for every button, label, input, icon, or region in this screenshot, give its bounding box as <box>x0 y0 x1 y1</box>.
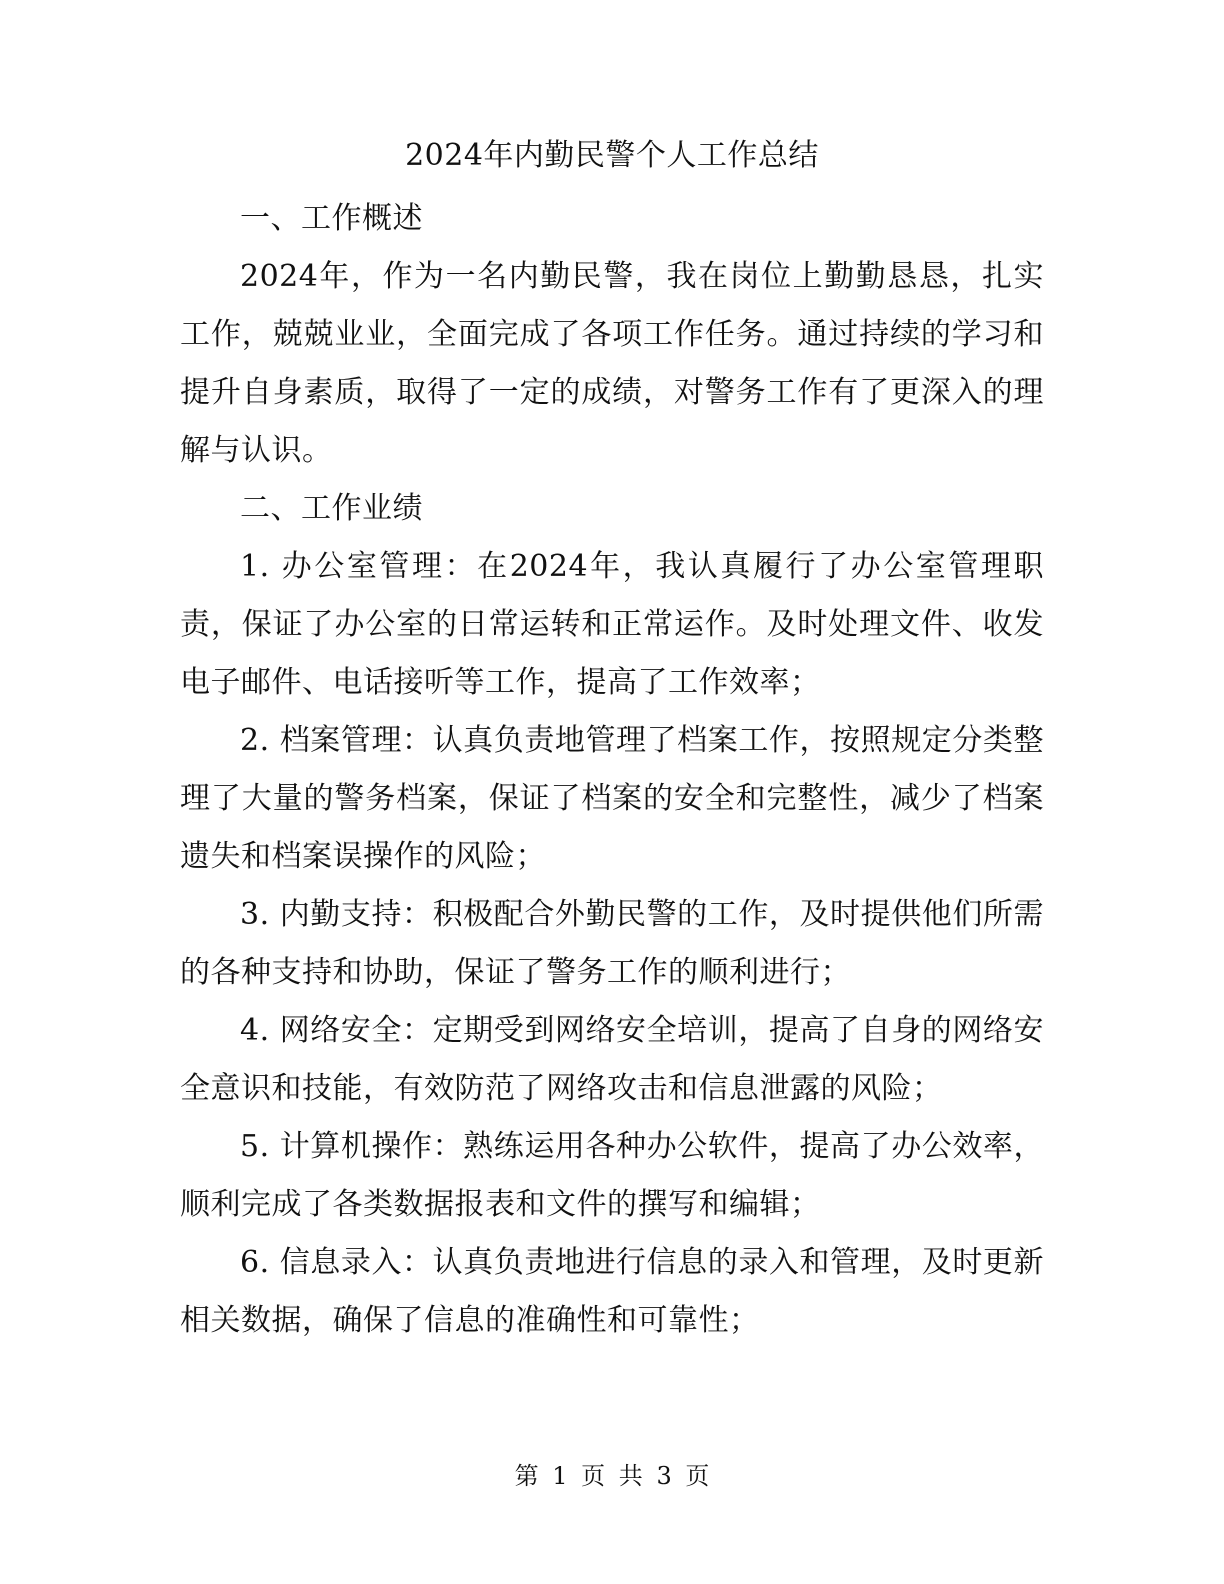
list-item-office-management: 1. 办公室管理：在2024年，我认真履行了办公室管理职责，保证了办公室的日常运转和正常运作。及时处理文件、收发电子邮件、电话接听等工作，提高了工作效率； <box>180 549 1044 700</box>
list-item-archive-management: 2. 档案管理：认真负责地管理了档案工作，按照规定分类整理了大量的警务档案，保证了档案的安全和完整性，减少了档案遗失和档案误操作的风险； <box>180 723 1044 874</box>
document-body <box>180 190 1044 1350</box>
document-title: 2024年内勤民警个人工作总结 <box>405 138 819 173</box>
list-item-information-entry: 6. 信息录入：认真负责地进行信息的录入和管理，及时更新相关数据，确保了信息的准确性和可靠性； <box>180 1245 1044 1338</box>
list-item-computer-operation: 5. 计算机操作：熟练运用各种办公软件，提高了办公效率，顺利完成了各类数据报表和文件的撰写和编辑； <box>180 1129 1044 1222</box>
section-heading-achievements: 二、工作业绩 <box>240 491 423 526</box>
page-number-footer: 第 1 页 共 3 页 <box>514 1462 710 1490</box>
list-item-internal-support: 3. 内勤支持：积极配合外勤民警的工作，及时提供他们所需的各种支持和协助，保证了警务工作的顺利进行； <box>180 897 1044 990</box>
paragraph-overview: 2024年，作为一名内勤民警，我在岗位上勤勤恳恳，扎实工作，兢兢业业，全面完成了各项工作任务。通过持续的学习和提升自身素质，取得了一定的成绩，对警务工作有了更深入的理解与认识。 <box>180 259 1044 468</box>
section-heading-overview: 一、工作概述 <box>240 201 423 236</box>
list-item-network-security: 4. 网络安全：定期受到网络安全培训，提高了自身的网络安全意识和技能，有效防范了网络攻击和信息泄露的风险； <box>180 1013 1044 1106</box>
